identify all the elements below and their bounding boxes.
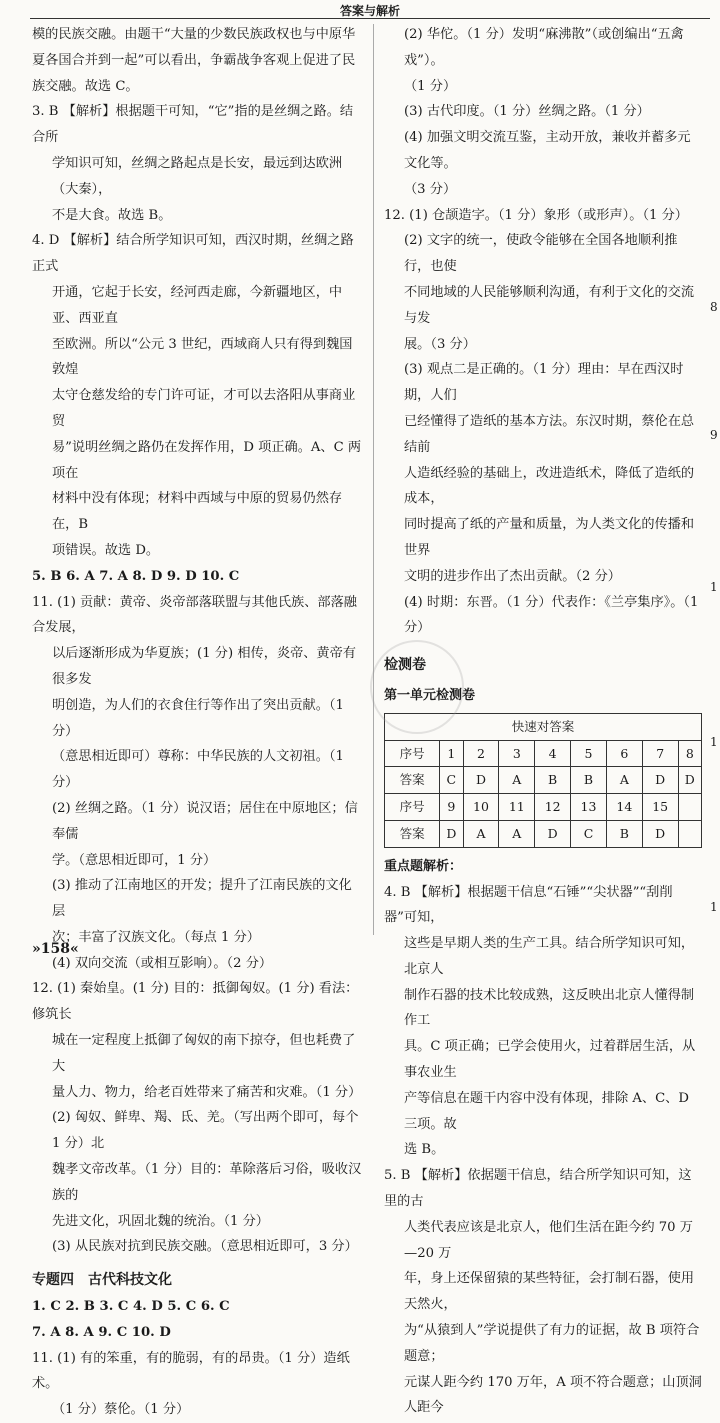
topic4-answers-row1: 1. C 2. B 3. C 4. D 5. C 6. C bbox=[32, 1299, 230, 1315]
table-cell bbox=[678, 794, 701, 821]
text-line: 文明的进步作出了杰出贡献。（2 分） bbox=[404, 568, 621, 584]
table-cell: 15 bbox=[642, 794, 678, 821]
table-cell: D bbox=[678, 767, 701, 794]
table-cell: C bbox=[571, 820, 607, 847]
table-cell: B bbox=[535, 767, 571, 794]
table-cell: 6 bbox=[606, 740, 642, 767]
unit-test-title: 第一单元检测卷 bbox=[384, 687, 476, 703]
table-cell: 9 bbox=[440, 794, 463, 821]
text-line: 具。C 项正确；已学会使用火，过着群居生活，从事农业生 bbox=[404, 1039, 696, 1081]
answer-3: 3. B 【解析】根据题干可知，“它”指的是丝绸之路。结合所 bbox=[32, 104, 354, 146]
text-line: 至欧洲。所以“公元 3 世纪，西域商人只有得到魏国敦煌 bbox=[52, 336, 353, 378]
text-line: (2) 丝绸之路。（1 分）说汉语；居住在中原地区；信奉儒 bbox=[52, 800, 358, 842]
table-cell: D bbox=[535, 820, 571, 847]
text-line: (4) 加强文明交流互鉴，主动开放，兼收并蓄多元文化等。 bbox=[404, 130, 691, 171]
text-line: 展。（3 分） bbox=[404, 336, 476, 352]
topic4-answer-11: 11. (1) 有的笨重，有的脆弱，有的昂贵。（1 分）造纸术。 bbox=[32, 1350, 350, 1392]
text-line: 夏各国合并到一起”可以看出，争霸战争客观上促进了民 bbox=[32, 52, 356, 68]
table-cell: 序号 bbox=[385, 740, 440, 767]
table-cell: A bbox=[499, 820, 535, 847]
topic4-answers-row2: 7. A 8. A 9. C 10. D bbox=[32, 1324, 171, 1340]
text-line: 项错误。故选 D。 bbox=[52, 542, 160, 558]
text-line: （3 分） bbox=[404, 181, 457, 197]
text-line: 选 B。 bbox=[404, 1142, 445, 1158]
table-cell: B bbox=[606, 820, 642, 847]
text-line: 人类代表应该是北京人，他们生活在距今约 70 万—20 万 bbox=[404, 1219, 693, 1261]
text-line: 族交融。故选 C。 bbox=[32, 78, 139, 94]
table-cell: D bbox=[463, 767, 499, 794]
text-line: 年，身上还保留猿的某些特征，会打制石器，使用天然火， bbox=[404, 1271, 695, 1313]
table-cell: 13 bbox=[571, 794, 607, 821]
text-line: 太守仓慈发给的专门许可证，才可以去洛阳从事商业贸 bbox=[52, 388, 356, 429]
text-line: 材料中没有体现；材料中西域与中原的贸易仍然存在，B bbox=[52, 491, 343, 533]
table-caption: 快速对答案 bbox=[385, 713, 702, 740]
table-cell: D bbox=[642, 767, 678, 794]
answer-11: 11. (1) 贡献：黄帝、炎帝部落联盟与其他氏族、部落融合发展， bbox=[32, 594, 357, 636]
left-column bbox=[32, 22, 362, 1423]
edge-number: 8 bbox=[710, 300, 718, 314]
text-line: 量人力、物力，给老百姓带来了痛苦和灾难。（1 分） bbox=[52, 1084, 362, 1100]
table-row bbox=[385, 794, 702, 821]
text-line: 先进文化，巩固北魏的统治。（1 分） bbox=[52, 1213, 269, 1229]
table-cell: A bbox=[606, 767, 642, 794]
table-cell: A bbox=[499, 767, 535, 794]
text-line: 学知识可知，丝绸之路起点是长安，最远到达欧洲（大秦）， bbox=[52, 155, 343, 197]
text-line: 不是大食。故选 B。 bbox=[52, 207, 172, 223]
text-line: (2) 文字的统一，使政令能够在全国各地顺利推行，也使 bbox=[404, 233, 678, 275]
text-line: 不同地域的人民能够顺利沟通，有利于文化的交流与发 bbox=[404, 284, 695, 326]
text-line: 以后逐渐形成为华夏族；(1 分) 相传，炎帝、黄帝有很多发 bbox=[52, 646, 356, 687]
table-cell: 4 bbox=[535, 740, 571, 767]
text-line: 易”说明丝绸之路仍在发挥作用，D 项正确。A、C 两项在 bbox=[52, 439, 362, 481]
text-line: 已经懂得了造纸的基本方法。东汉时期，蔡伦在总结前 bbox=[404, 413, 695, 455]
topic4-title: 专题四 古代科技文化 bbox=[32, 1272, 172, 1289]
text-line: 魏孝文帝改革。（1 分）目的：革除落后习俗，吸收汉族的 bbox=[52, 1162, 362, 1203]
page-number bbox=[32, 941, 79, 957]
text-line: 制作石器的技术比较成熟，这反映出北京人懂得制作工 bbox=[404, 987, 695, 1029]
answer-12: 12. (1) 仓颉造字。（1 分）象形（或形声）。（1 分） bbox=[384, 207, 688, 223]
text-line: 同时提高了纸的产量和质量，为人类文化的传播和世界 bbox=[404, 517, 695, 558]
table-cell: 8 bbox=[678, 740, 701, 767]
table-cell: 3 bbox=[499, 740, 535, 767]
text-line: 开通，它起于长安，经河西走廊，今新疆地区，中亚、西亚直 bbox=[52, 284, 343, 326]
table-cell: 12 bbox=[535, 794, 571, 821]
text-line: 次；丰富了汉族文化。（每点 1 分） bbox=[52, 929, 260, 945]
test-section-title: 检测卷 bbox=[384, 657, 426, 674]
text-line: （1 分） bbox=[404, 78, 457, 94]
edge-number: 1 bbox=[710, 900, 718, 914]
table-row bbox=[385, 820, 702, 847]
text-line: 明创造，为人们的衣食住行等作出了突出贡献。（1 分） bbox=[52, 697, 344, 739]
column-divider bbox=[373, 24, 374, 935]
text-line: 这些是早期人类的生产工具。结合所学知识可知，北京人 bbox=[404, 936, 695, 977]
text-line: 城在一定程度上抵御了匈奴的南下掠夺，但也耗费了大 bbox=[52, 1033, 356, 1074]
table-cell: 11 bbox=[499, 794, 535, 821]
text-line: (4) 时期：东晋。（1 分）代表作：《兰亭集序》。（1 分） bbox=[404, 594, 699, 636]
text-line: （意思相近即可）尊称：中华民族的人文初祖。（1 分） bbox=[52, 749, 344, 791]
table-row bbox=[385, 767, 702, 794]
text-line: 学。（意思相近即可，1 分） bbox=[52, 852, 217, 868]
text-line: (3) 观点二是正确的。（1 分）理由：早在西汉时期，人们 bbox=[404, 362, 684, 404]
table-cell: 答案 bbox=[385, 767, 440, 794]
text-line: 元谋人距今约 170 万年，A 项不符合题意；山顶洞人距今 bbox=[404, 1374, 702, 1416]
table-cell: 答案 bbox=[385, 820, 440, 847]
text-line: (2) 匈奴、鲜卑、羯、氐、羌。（写出两个即可，每个 1 分）北 bbox=[52, 1110, 359, 1152]
text-line: (2) 华佗。（1 分）发明“麻沸散”（或创编出“五禽戏”）。 bbox=[404, 27, 684, 68]
text-line: （1 分）蔡伦。（1 分） bbox=[52, 1402, 190, 1418]
table-cell: B bbox=[571, 767, 607, 794]
page-header bbox=[30, 0, 710, 19]
edge-number: 1 bbox=[710, 580, 718, 594]
text-line: 产等信息在题干内容中没有体现，排除 A、C、D 三项。故 bbox=[404, 1090, 689, 1132]
table-cell: D bbox=[642, 820, 678, 847]
edge-number: 9 bbox=[710, 428, 718, 442]
text-line: (3) 从民族对抗到民族交融。（意思相近即可，3 分） bbox=[52, 1239, 358, 1255]
key-answer-5: 5. B 【解析】依据题干信息，结合所学知识可知，这里的古 bbox=[384, 1168, 692, 1210]
text-line: (3) 推动了江南地区的开发；提升了江南民族的文化层 bbox=[52, 878, 352, 920]
answer-4: 4. D 【解析】结合所学知识可知，西汉时期，丝绸之路正式 bbox=[32, 233, 354, 275]
table-cell: D bbox=[440, 820, 463, 847]
page-number-value: 158 bbox=[40, 941, 70, 957]
answer-12: 12. (1) 秦始皇。(1 分) 目的：抵御匈奴。(1 分) 看法：修筑长 bbox=[32, 981, 359, 1023]
key-answer-4: 4. B 【解析】根据题干信息“石锤”“尖状器”“刮削器”可知， bbox=[384, 884, 673, 926]
table-cell: 2 bbox=[463, 740, 499, 767]
table-cell: 14 bbox=[606, 794, 642, 821]
text-line: 模的民族交融。由题干“大量的少数民族政权也与中原华 bbox=[32, 27, 356, 42]
text-line: 为“从猿到人”学说提供了有力的证据，故 B 项符合题意； bbox=[404, 1323, 700, 1364]
double-arrow-icon: » bbox=[32, 941, 41, 957]
table-row bbox=[385, 740, 702, 767]
double-arrow-icon: « bbox=[69, 941, 79, 957]
table-cell: 7 bbox=[642, 740, 678, 767]
table-cell: 10 bbox=[463, 794, 499, 821]
header-title: 答案与解析 bbox=[339, 4, 400, 18]
table-cell: 1 bbox=[440, 740, 463, 767]
text-line: (3) 古代印度。（1 分）丝绸之路。（1 分） bbox=[404, 104, 650, 120]
text-line: 人造纸经验的基础上，改进造纸术，降低了造纸的成本， bbox=[404, 465, 695, 507]
table-cell bbox=[678, 820, 701, 847]
text-line: (4) 双向交流（或相互影响）。（2 分） bbox=[52, 955, 273, 971]
answer-5-10: 5. B 6. A 7. A 8. D 9. D 10. C bbox=[32, 568, 240, 584]
edge-number: 1 bbox=[710, 735, 718, 749]
quick-answer-table bbox=[384, 713, 702, 848]
table-cell: 序号 bbox=[385, 794, 440, 821]
watermark-stamp bbox=[370, 640, 464, 734]
table-cell: A bbox=[463, 820, 499, 847]
table-cell: 5 bbox=[571, 740, 607, 767]
table-cell: C bbox=[440, 767, 463, 794]
key-analysis-title: 重点题解析： bbox=[384, 858, 463, 874]
